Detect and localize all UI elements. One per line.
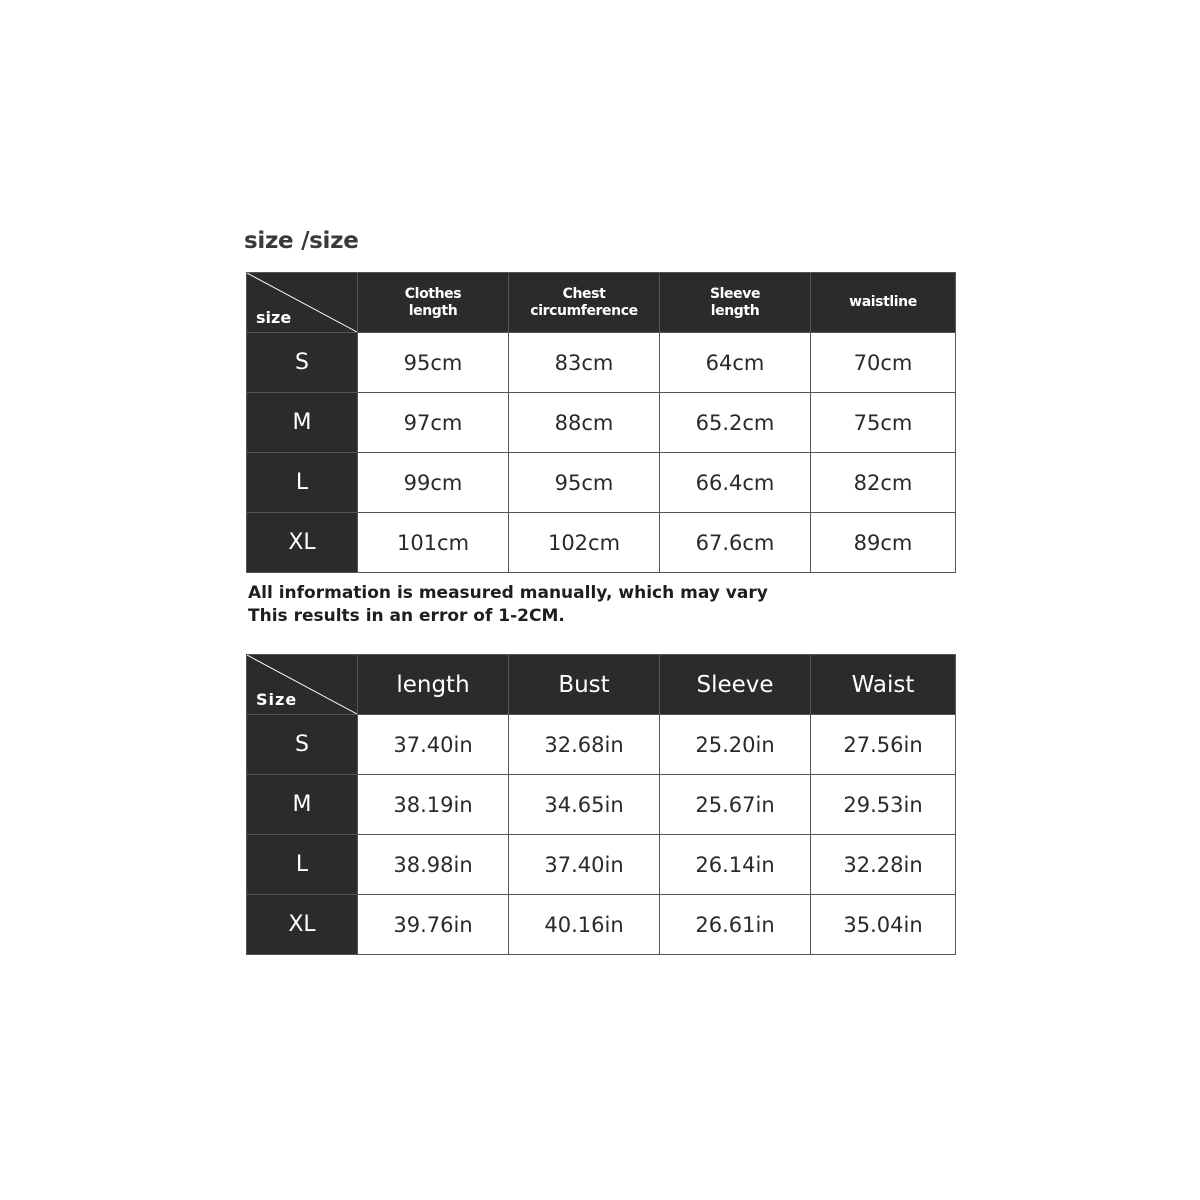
table-cell: 37.40in — [509, 835, 660, 895]
table-cell: 95cm — [358, 333, 509, 393]
table-row — [247, 453, 956, 513]
header-row — [247, 273, 956, 333]
header-bust: Bust — [509, 655, 660, 715]
table-row — [247, 715, 956, 775]
table-row — [247, 513, 956, 573]
table-cell: 29.53in — [811, 775, 956, 835]
table-cell: 67.6cm — [660, 513, 811, 573]
corner-label: Size — [256, 690, 298, 709]
header-length: length — [358, 655, 509, 715]
size-label: L — [247, 835, 358, 895]
table-cell: 97cm — [358, 393, 509, 453]
table-cell: 89cm — [811, 513, 956, 573]
size-label: XL — [247, 513, 358, 573]
page-title: size /size — [244, 228, 359, 254]
note-line: All information is measured manually, which may vary — [248, 583, 768, 603]
corner-label: size — [256, 308, 292, 327]
table-cell: 102cm — [509, 513, 660, 573]
table-row — [247, 333, 956, 393]
table-cell: 25.20in — [660, 715, 811, 775]
table-cell: 65.2cm — [660, 393, 811, 453]
measurement-note — [248, 582, 768, 628]
header-sleeve-length: Sleeve length — [660, 273, 811, 333]
size-label: M — [247, 775, 358, 835]
header-sleeve: Sleeve — [660, 655, 811, 715]
table-cell: 37.40in — [358, 715, 509, 775]
table-cell: 32.28in — [811, 835, 956, 895]
header-clothes-length: Clothes length — [358, 273, 509, 333]
table-row — [247, 895, 956, 955]
table-cell: 82cm — [811, 453, 956, 513]
header-waist: Waist — [811, 655, 956, 715]
table-row — [247, 835, 956, 895]
size-label: S — [247, 333, 358, 393]
note-line: This results in an error of 1-2CM. — [248, 606, 565, 626]
table-cell: 38.19in — [358, 775, 509, 835]
corner-header — [247, 655, 358, 715]
table-cell: 88cm — [509, 393, 660, 453]
table-cell: 38.98in — [358, 835, 509, 895]
size-table-cm — [246, 272, 956, 573]
size-label: S — [247, 715, 358, 775]
header-chest-circumference: Chest circumference — [509, 273, 660, 333]
table-row — [247, 393, 956, 453]
size-label: L — [247, 453, 358, 513]
table-cell: 26.61in — [660, 895, 811, 955]
size-label: XL — [247, 895, 358, 955]
table-cell: 95cm — [509, 453, 660, 513]
table-cell: 70cm — [811, 333, 956, 393]
table-cell: 64cm — [660, 333, 811, 393]
table-cell: 34.65in — [509, 775, 660, 835]
table-cell: 35.04in — [811, 895, 956, 955]
table-cell: 99cm — [358, 453, 509, 513]
table-cell: 27.56in — [811, 715, 956, 775]
header-row — [247, 655, 956, 715]
size-label: M — [247, 393, 358, 453]
size-table-in — [246, 654, 956, 955]
table-row — [247, 775, 956, 835]
table-cell: 26.14in — [660, 835, 811, 895]
table-cell: 40.16in — [509, 895, 660, 955]
table-cell: 66.4cm — [660, 453, 811, 513]
table-cell: 83cm — [509, 333, 660, 393]
table-cell: 75cm — [811, 393, 956, 453]
corner-header — [247, 273, 358, 333]
table-cell: 32.68in — [509, 715, 660, 775]
table-cell: 25.67in — [660, 775, 811, 835]
table-cell: 101cm — [358, 513, 509, 573]
table-cell: 39.76in — [358, 895, 509, 955]
header-waistline: waistline — [811, 273, 956, 333]
